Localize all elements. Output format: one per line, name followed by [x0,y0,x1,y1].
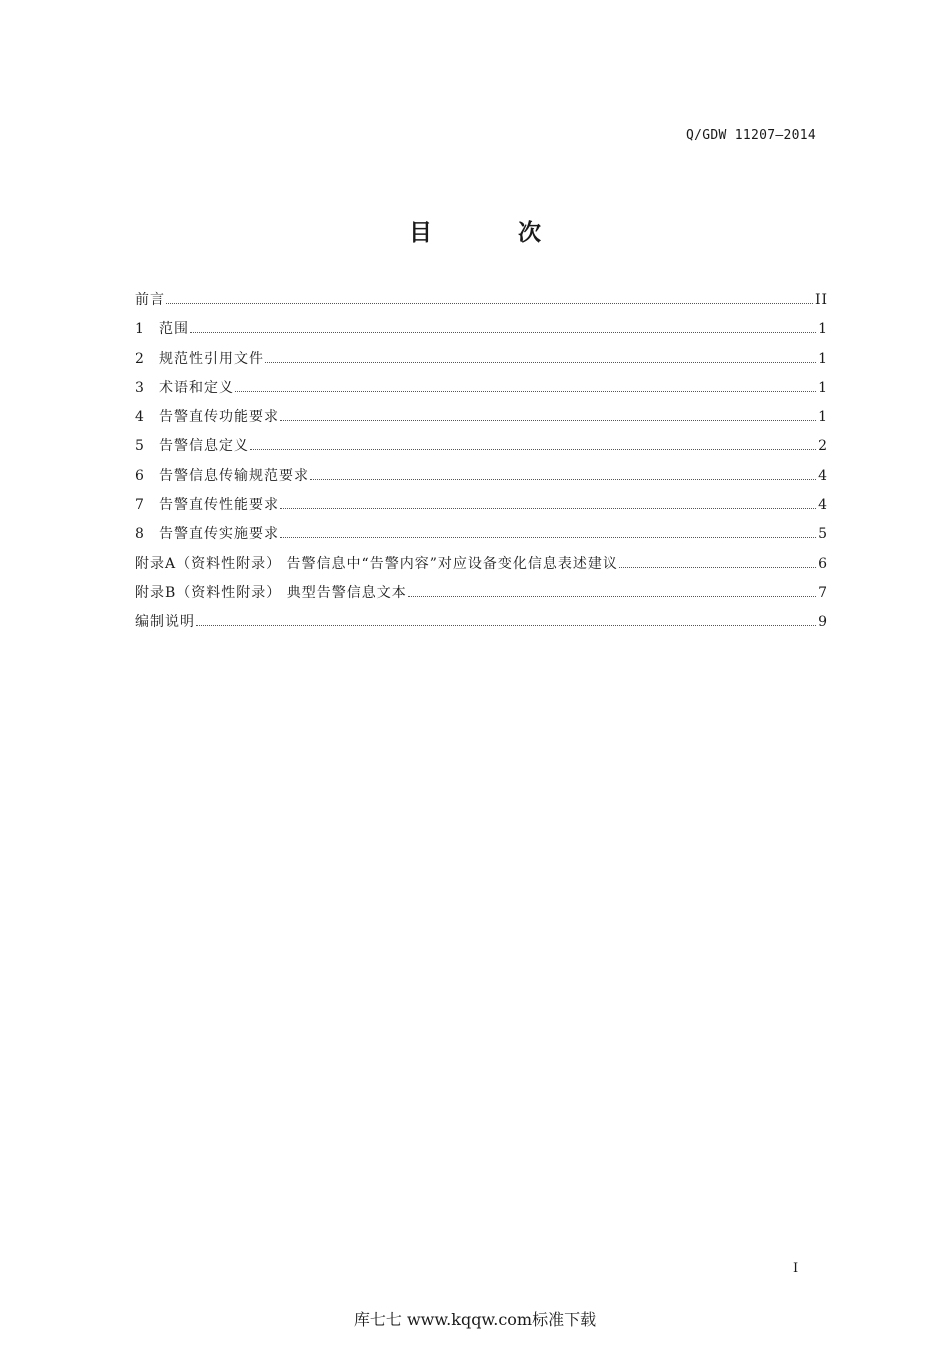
footer-watermark: 库七七 www.kqqw.com标准下载 [353,1310,597,1329]
toc-entry-page: II [814,292,828,308]
toc-entry-page: 1 [818,350,828,367]
toc-leader-dots [619,567,816,568]
toc-entry-section-7[interactable] [135,495,828,524]
toc-entry-scope[interactable] [135,319,828,348]
toc-entry-label: 规范性引用文件 [159,350,264,367]
toc-entry-number: 5 [135,438,144,455]
toc-entry-number: 2 [135,350,144,367]
toc-entry-section-8[interactable] [135,524,828,553]
toc-entry-number: 8 [135,526,144,543]
toc-leader-dots [280,420,816,421]
toc-entry-page: 7 [818,584,828,601]
toc-entry-page: 9 [818,614,828,631]
toc-entry-number: 7 [135,497,144,514]
toc-leader-dots [190,332,816,333]
toc-entry-page: 5 [818,526,828,543]
toc-leader-dots [235,391,816,392]
toc-entry-page: 2 [818,438,828,455]
toc-entry-label: 前言 [135,292,165,308]
toc-entry-label: 范围 [159,321,189,338]
toc-entry-label: 术语和定义 [159,379,234,396]
toc-entry-label: 告警信息传输规范要求 [159,467,309,484]
toc-entry-section-5[interactable] [135,436,828,465]
document-code: Q/GDW 11207—2014 [685,128,816,143]
toc-entry-label: 告警直传性能要求 [159,497,279,514]
toc-entry-number: 6 [135,467,144,484]
toc-leader-dots [408,596,816,597]
toc-leader-dots [250,449,816,450]
toc-leader-dots [280,537,816,538]
toc-entry-label: 附录A（资料性附录） 告警信息中“告警内容”对应设备变化信息表述建议 [135,555,618,572]
toc-entry-page: 1 [818,379,828,396]
toc-entry-number: 3 [135,379,144,396]
toc-entry-page: 4 [818,497,828,514]
toc-list [135,290,828,642]
toc-title-part1: 目 [409,220,432,246]
toc-title [0,214,950,247]
toc-entry-page: 6 [818,555,828,572]
toc-entry-terms[interactable] [135,378,828,407]
toc-entry-appendix-b[interactable] [135,583,828,612]
toc-entry-compilation-notes[interactable] [135,612,828,641]
toc-entry-page: 1 [818,409,828,426]
toc-entry-label: 告警直传实施要求 [159,526,279,543]
toc-leader-dots [196,625,816,626]
toc-entry-label: 编制说明 [135,614,195,631]
toc-leader-dots [310,479,816,480]
toc-entry-label: 告警直传功能要求 [159,409,279,426]
toc-leader-dots [166,303,813,304]
toc-entry-number: 1 [135,321,144,338]
toc-entry-section-6[interactable] [135,466,828,495]
toc-entry-foreword[interactable] [135,290,828,319]
toc-entry-label: 告警信息定义 [159,438,249,455]
toc-entry-section-4[interactable] [135,407,828,436]
toc-leader-dots [280,508,816,509]
toc-leader-dots [265,362,816,363]
toc-entry-number: 4 [135,409,144,426]
toc-entry-page: 4 [818,467,828,484]
toc-title-part2: 次 [518,220,541,246]
toc-entry-appendix-a[interactable] [135,554,828,583]
toc-entry-normative-references[interactable] [135,349,828,378]
toc-entry-label: 附录B（资料性附录） 典型告警信息文本 [135,584,407,601]
page-number: I [793,1261,799,1276]
toc-entry-page: 1 [818,321,828,338]
